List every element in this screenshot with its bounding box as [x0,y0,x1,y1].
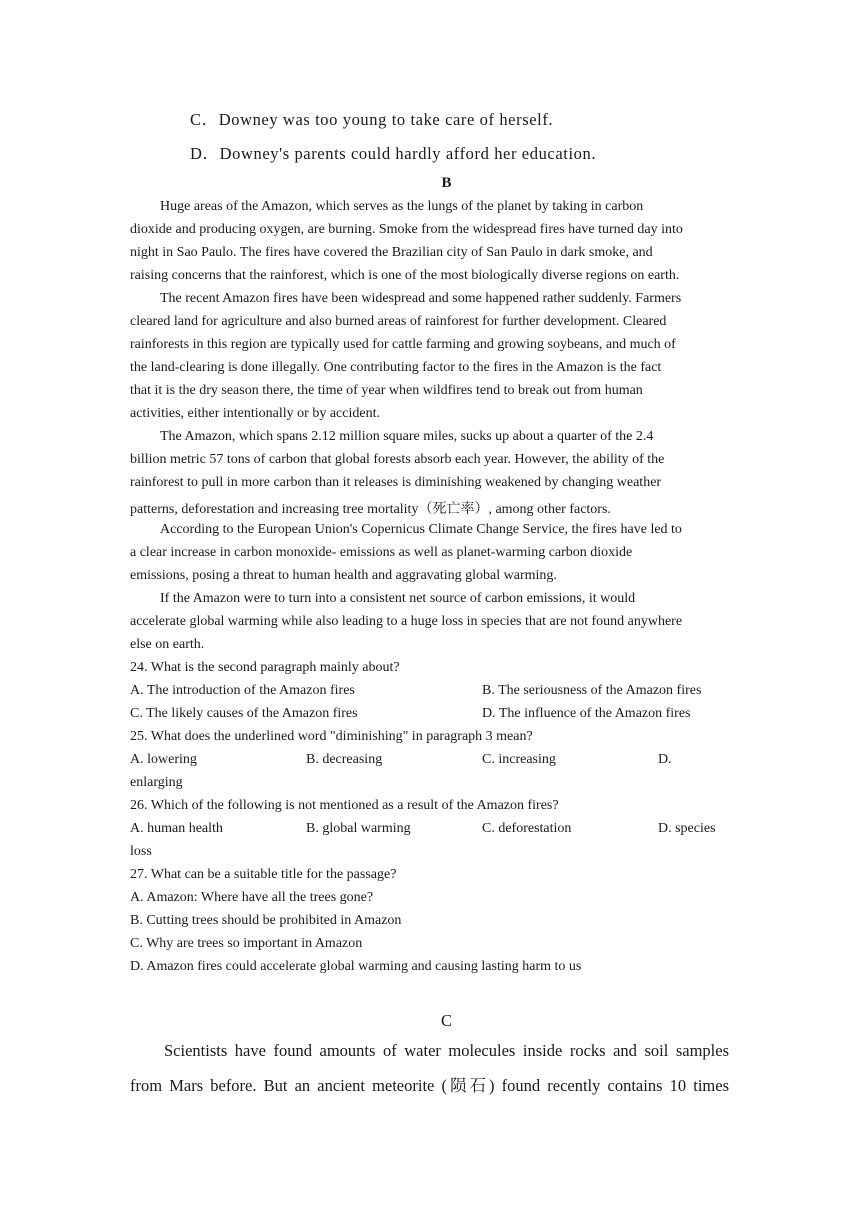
passage-line: emissions, posing a threat to human health and aggravating global warming. [130,568,557,583]
passage-line: accelerate global warming while also leading to a huge loss in species that are not found anywhere [130,614,683,629]
section-b-heading: B [441,175,452,191]
passage-line: Huge areas of the Amazon, which serves as the lungs of the planet by taking in carbon [160,199,644,214]
passage-line: The Amazon, which spans 2.12 million square miles, sucks up about a quarter of the 2.4 [160,429,654,444]
option-b: B. The seriousness of the Amazon fires [482,683,702,698]
question-stem: 27. What can be a suitable title for the passage? [130,867,397,882]
option-b: B. decreasing [306,752,383,767]
section-c-line: from Mars before. But an ancient meteorite (陨石) found recently contains 10 times [130,1076,729,1095]
passage-line: night in Sao Paulo. The fires have covered the Brazilian city of San Paulo in dark smoke, and [130,245,653,260]
passage-line: According to the European Union's Copernicus Climate Change Service, the fires have led to [160,522,682,537]
question-stem: 24. What is the second paragraph mainly about? [130,660,400,675]
passage-line: that it is the dry season there, the time of year when wildfires tend to break out from human [130,383,643,398]
passage-line: dioxide and producing oxygen, are burning. Smoke from the widespread fires have turned day into [130,222,683,237]
option-c: C. Why are trees so important in Amazon [130,936,363,951]
option-a: A. Amazon: Where have all the trees gone? [130,890,374,905]
passage-line: the land-clearing is done illegally. One contributing factor to the fires in the Amazon is the fact [130,360,662,375]
option-d: D. The influence of the Amazon fires [482,706,691,721]
option-c: C. increasing [482,752,556,767]
option-d: D. [658,752,672,767]
option-d: D. species [658,821,716,836]
option-d: D. Amazon fires could accelerate global warming and causing lasting harm to us [130,959,582,974]
option-a: A. human health [130,821,223,836]
option-c: C. deforestation [482,821,572,836]
section-c-line: Scientists have found amounts of water molecules inside rocks and soil samples [164,1041,729,1060]
option-c: C. The likely causes of the Amazon fires [130,706,358,721]
passage-line: raising concerns that the rainforest, which is one of the most biologically diverse regions on earth. [130,268,680,283]
passage-line: The recent Amazon fires have been widespread and some happened rather suddenly. Farmers [160,291,682,306]
option-b: B. global warming [306,821,411,836]
option-d-prev: D．Downey's parents could hardly afford her education. [190,144,597,163]
passage-line: activities, either intentionally or by accident. [130,406,380,421]
option-d-continued: loss [130,844,152,859]
option-a: A. lowering [130,752,197,767]
option-d-continued: enlarging [130,775,183,790]
option-b: B. Cutting trees should be prohibited in Amazon [130,913,402,928]
option-a: A. The introduction of the Amazon fires [130,683,355,698]
option-c-prev: C．Downey was too young to take care of herself. [190,110,554,129]
question-stem: 25. What does the underlined word "diminishing" in paragraph 3 mean? [130,729,533,744]
question-stem: 26. Which of the following is not mentioned as a result of the Amazon fires? [130,798,559,813]
section-c-heading: C [440,1011,452,1030]
passage-line: If the Amazon were to turn into a consistent net source of carbon emissions, it would [160,591,636,606]
passage-line: else on earth. [130,637,205,652]
passage-line: rainforest to pull in more carbon than it releases is diminishing weakened by changing weather [130,475,662,490]
passage-line: rainforests in this region are typically used for cattle farming and growing soybeans, and much of [130,337,676,352]
passage-line: patterns, deforestation and increasing tree mortality（死亡率）, among other factors. [130,502,611,517]
passage-line: billion metric 57 tons of carbon that global forests absorb each year. However, the ability of the [130,452,665,467]
passage-line: a clear increase in carbon monoxide- emissions as well as planet-warming carbon dioxide [130,545,633,560]
passage-line: cleared land for agriculture and also burned areas of rainforest for further development. Cleared [130,314,667,329]
